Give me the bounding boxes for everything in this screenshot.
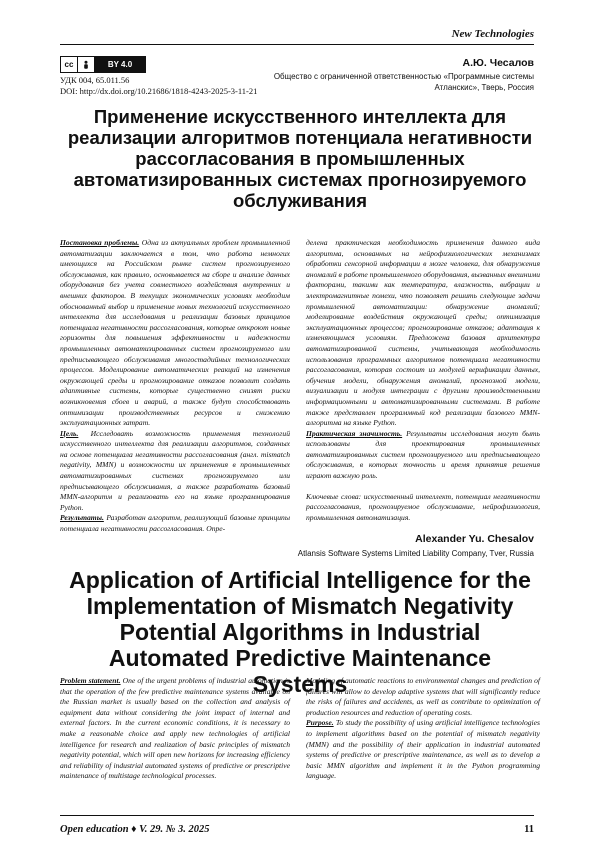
abstract-ru-right-column xyxy=(306,238,540,523)
affiliation-en: Atlansis Software Systems Limited Liability Company, Tver, Russia xyxy=(297,549,534,558)
abstract-ru-goal xyxy=(60,429,290,514)
cc-icon: cc xyxy=(61,57,78,72)
by-person-icon xyxy=(78,57,95,72)
problem-label-ru: Постановка проблемы. xyxy=(60,238,140,247)
author-name-en: Alexander Yu. Chesalov xyxy=(415,533,534,545)
cc-by-label: BY 4.0 xyxy=(95,57,145,72)
cc-license-badge[interactable] xyxy=(60,56,146,73)
problem-text-ru: Одна из актуальных проблем промышленной автоматизации заключается в том, что работа немногих имеющихся на Российском рынке систем прогнозируемого обслуживания, как правило, основывается на сборе и анализе данных оборудования без учета совместного воздействия внутренних и внешних факторов. В текущих экономических условиях необходим обоснованный выбор и применение новых технологий искусственного интеллекта для исследования и реализации базовых принципов потенциала негативности рассогласования, которые откроют новые горизонты для повышения эффективности и надежности промышленных автоматизированных систем прогнозируемого или предписывающего обслуживания многостадийных технологических процессов. Моделирование автоматических реакций на изменения окружающей среды и прогнозирование отказов позволит создать адаптивные системы, которые существенно снизят риски возникновения сбоев и аварий, а также будут способствовать оптимизации производственных ресурсов и снижению эксплуатационных затрат. xyxy=(60,238,290,428)
problem-label-en: Problem statement. xyxy=(60,676,121,685)
purpose-text-en: To study the possibility of using artificial intelligence technologies to implement algorithms based on the potential of mismatch negativity (MMN) and the possibility of their application in industrial automated systems of predictive or prescriptive maintenance, as well as to develop a basic MMN algorithm and implement it in the Python programming language. xyxy=(306,718,540,781)
abstract-ru-problem xyxy=(60,238,290,429)
journal-section-header: New Technologies xyxy=(451,28,534,40)
affiliation-ru: Общество с ограниченной ответственностью «Программные системы Атланскис», Тверь, Россия xyxy=(273,72,534,92)
udk-doi-block xyxy=(60,75,257,97)
results-label-ru: Результаты. xyxy=(60,513,104,523)
udk-code: УДК 004, 65.011.56 xyxy=(60,75,130,85)
page-number: 11 xyxy=(524,824,534,835)
problem-text-en: One of the urgent problems of industrial automation is that the operation of the few predictive maintenance systems available on the Russian market is usually based on the collection and analysis of equipment data without considering the joint impact of internal and external factors. In the current economic conditions, it is necessary to make a reasonable choice and apply new technologies of artificial intelligence for research and realization of basic principles of mismatch negativity potential, which will open new horizons for increasing efficiency and reliability of industrial automated systems of predictive or prescriptive maintenance of multistage technological processes. xyxy=(60,676,290,781)
purpose-label-en: Purpose. xyxy=(306,718,334,728)
keywords-ru: Ключевые слова: искусственный интеллект, потенциал негативности рассогласования, прогнозируемое обслуживание, нейрофизиология, промышленная автоматизация. xyxy=(306,491,540,522)
goal-label-ru: Цель. xyxy=(60,428,79,438)
practical-text-ru: Результаты исследования могут быть использованы для проектирования промышленных автоматизированных систем прогнозируемого или предписывающего обслуживания, в которых точность и время принятия решения играют важную роль. xyxy=(306,428,540,481)
article-title-en: Application of Artificial Intelligence for the Implementation of Mismatch Negativity Potential Algorithms in Industrial Automated Predictive Maintenance Systems xyxy=(69,567,531,697)
author-name-ru: А.Ю. Чесалов xyxy=(462,57,534,69)
footer-rule xyxy=(60,815,534,816)
journal-footer: Open education ♦ V. 29. № 3. 2025 xyxy=(60,824,210,835)
header-rule xyxy=(60,44,534,45)
goal-text-ru: Исследовать возможность применения технологий искусственного интеллекта для реализации алгоритмов, созданных на основе потенциала негативности рассогласования (англ. mismatch negativity, MMN) и возможности их применения в промышленных автоматизированных системах прогнозируемого или предписывающего обслуживания, а также разработать базовый MMN-алгоритм и реализовать его на языке программирования Python. xyxy=(60,428,290,512)
abstract-en-problem xyxy=(60,676,290,782)
abstract-ru-left-column xyxy=(60,238,290,535)
article-title-ru: Применение искусственного интеллекта для реализации алгоритмов потенциала негативности рассогласования в промышленных автоматизированных системах прогнозируемого обслуживания xyxy=(67,106,533,211)
results-cont-text-ru: делена практическая необходимость применения данного вида алгоритма, основанных на нейрофизиологических механизмах обработки сенсорной информации в мозге человека, для обнаружения аномалий в работе промышленного оборудования, вызванных внешними факторами, такими как температура, влажность, вибрации и электромагнитные помехи, что позволяет решить следующие задачи промышленной автоматизации: обнаружение аномалий; моделирование воздействия окружающей среды; оптимизация эксплуатационных процессов; прогнозирование отказов; адаптация к изменяющимся условиям. Предложена базовая архитектура автоматизированной системы, учитывающая необходимость использования программных алгоритмов потенциала негативности рассогласования, которая состоит из модулей верификации данных, обучения модели, обнаружения аномалий, прогнозной модели, визуализации и модуля интеграции с другими производственными информационными и автоматизированными системами. В работе также представлен программный код реализации базового MMN-алгоритма на языке Python. xyxy=(306,238,540,428)
abstract-en-purpose xyxy=(306,718,540,782)
practical-label-ru: Практическая значимость. xyxy=(306,428,403,438)
abstract-ru-practical xyxy=(306,429,540,482)
results-text-ru: Разработан алгоритм, реализующий базовые принципы потенциала негативности рассогласования. Опре- xyxy=(60,513,290,534)
abstract-en-right-column xyxy=(306,676,540,782)
abstract-en-left-column xyxy=(60,676,290,782)
problem-cont-text-en: Modeling of automatic reactions to environmental changes and prediction of failures will allow to develop adaptive systems that will significantly reduce the risks of failures and accidents, as well as contribute to optimization of production resources and reduction of operating costs. xyxy=(306,676,540,717)
abstract-ru-results xyxy=(60,513,290,534)
doi-link[interactable]: DOI: http://dx.doi.org/10.21686/1818-4243-2025-3-11-21 xyxy=(60,86,258,96)
